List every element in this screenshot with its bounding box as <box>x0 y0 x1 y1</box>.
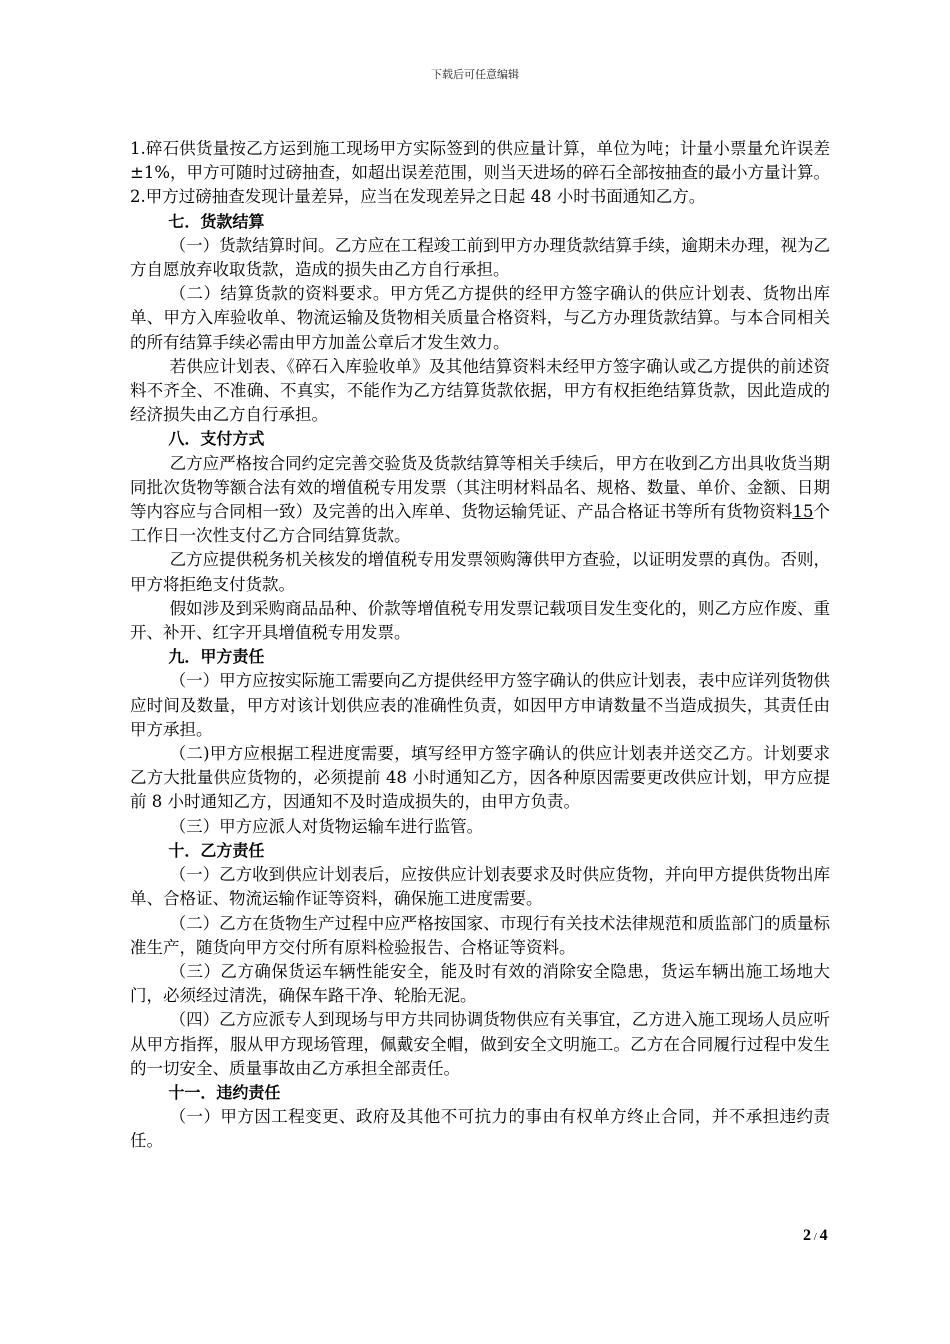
paragraph-text: 个工作日一次性支付乙方合同结算货款。 <box>130 502 831 546</box>
section-heading: 十一．违约责任 <box>168 1082 281 1102</box>
paragraph: （一）货款结算时间。乙方应在工程竣工前到甲方办理货款结算手续，逾期未办理，视为乙方自愿放弃收取货款，造成的损失由乙方自行承担。 <box>130 235 830 280</box>
paragraph: （二）乙方在货物生产过程中应严格按国家、市现行有关技术法律规范和质监部门的质量标准生产，随货向甲方交付所有原料检验报告、合格证等资料。 <box>130 913 830 957</box>
paragraph: 2.甲方过磅抽查发现计量差异，应当在发现差异之日起 48 小时书面通知乙方。 <box>130 187 706 207</box>
page-total: 4 <box>819 1227 828 1244</box>
page-separator: / <box>811 1231 820 1243</box>
paragraph: （三）乙方确保货运车辆性能安全，能及时有效的消除安全隐患，货运车辆出施工场地大门，必须经过清洗，确保车路干净、轮胎无泥。 <box>130 961 830 1006</box>
section-heading: 七．货款结算 <box>168 211 265 231</box>
paragraph: （二）结算货款的资料要求。甲方凭乙方提供的经甲方签字确认的供应计划表、货物出库单、甲方入库验收单、物流运输及货物相关质量合格资料，与乙方办理货款结算。与本合同相关的所有结算手续必需由甲方加盖公章后才发生效力。 <box>130 284 830 352</box>
underlined-days: 15 <box>792 502 814 522</box>
document-body <box>130 137 830 1154</box>
page-number <box>803 1227 828 1245</box>
paragraph: 若供应计划表、《碎石入库验收单》及其他结算资料未经甲方签字确认或乙方提供的前述资料不齐全、不准确、不真实，不能作为乙方结算货款依据，甲方有权拒绝结算货款，因此造成的经济损失由乙方自行承担。 <box>130 356 830 425</box>
paragraph: （二)甲方应根据工程进度需要，填写经甲方签字确认的供应计划表并送交乙方。计划要求乙方大批量供应货物的，必须提前 48 小时通知乙方，因各种原因需要更改供应计划，甲方应提前 8 小时通知乙方，因通知不及时造成损失的，由甲方负责。 <box>130 744 830 812</box>
page-header: 下载后可任意编辑 <box>431 68 519 81</box>
paragraph: （一）甲方因工程变更、政府及其他不可抗力的事由有权单方终止合同，并不承担违约责任。 <box>130 1107 830 1151</box>
page-current: 2 <box>803 1227 811 1244</box>
section-heading: 十．乙方责任 <box>168 840 265 860</box>
paragraph: （三）甲方应派人对货物运输车进行监管。 <box>169 816 484 836</box>
paragraph-text: 乙方应严格按合同约定完善交验货及货款结算等相关手续后，甲方在收到乙方出具收货当期同批次货物等额合法有效的增值税专用发票（其注明材料品名、规格、数量、单价、金额、日期等内容应与合同相一致）及完善的出入库单、货物运输凭证、产品合格证书等所有货物资料 <box>130 453 830 522</box>
section-heading: 九．甲方责任 <box>168 647 265 667</box>
paragraph: 假如涉及到采购商品品种、价款等增值税专用发票记载项目发生变化的，则乙方应作废、重开、补开、红字开具增值税专用发票。 <box>130 598 830 643</box>
paragraph: （一）乙方收到供应计划表后，应按供应计划表要求及时供应货物，并向甲方提供货物出库单、合格证、物流运输作证等资料，确保施工进度需要。 <box>130 865 830 909</box>
paragraph: （四）乙方应派专人到现场与甲方共同协调货物供应有关事宜，乙方进入施工现场人员应听从甲方指挥，服从甲方现场管理，佩戴安全帽，做到安全文明施工。乙方在合同履行过程中发生的一切安全、质量事故由乙方承担全部责任。 <box>130 1010 830 1078</box>
paragraph: 1.碎石供货量按乙方运到施工现场甲方实际签到的供应量计算，单位为吨；计量小票量允许误差±1%，甲方可随时过磅抽查，如超出误差范围，则当天进场的碎石全部按抽查的最小方量计算。 <box>130 139 831 183</box>
paragraph: 乙方应提供税务机关核发的增值税专用发票领购簿供甲方查验，以证明发票的真伪。否则，甲方将拒绝支付货款。 <box>130 550 830 594</box>
section-heading: 八．支付方式 <box>168 429 265 449</box>
paragraph: （一）甲方应按实际施工需要向乙方提供经甲方签字确认的供应计划表，表中应详列货物供应时间及数量，甲方对该计划供应表的准确性负责，如因甲方申请数量不当造成损失，其责任由甲方承担。 <box>130 671 830 739</box>
paragraph <box>130 452 830 549</box>
